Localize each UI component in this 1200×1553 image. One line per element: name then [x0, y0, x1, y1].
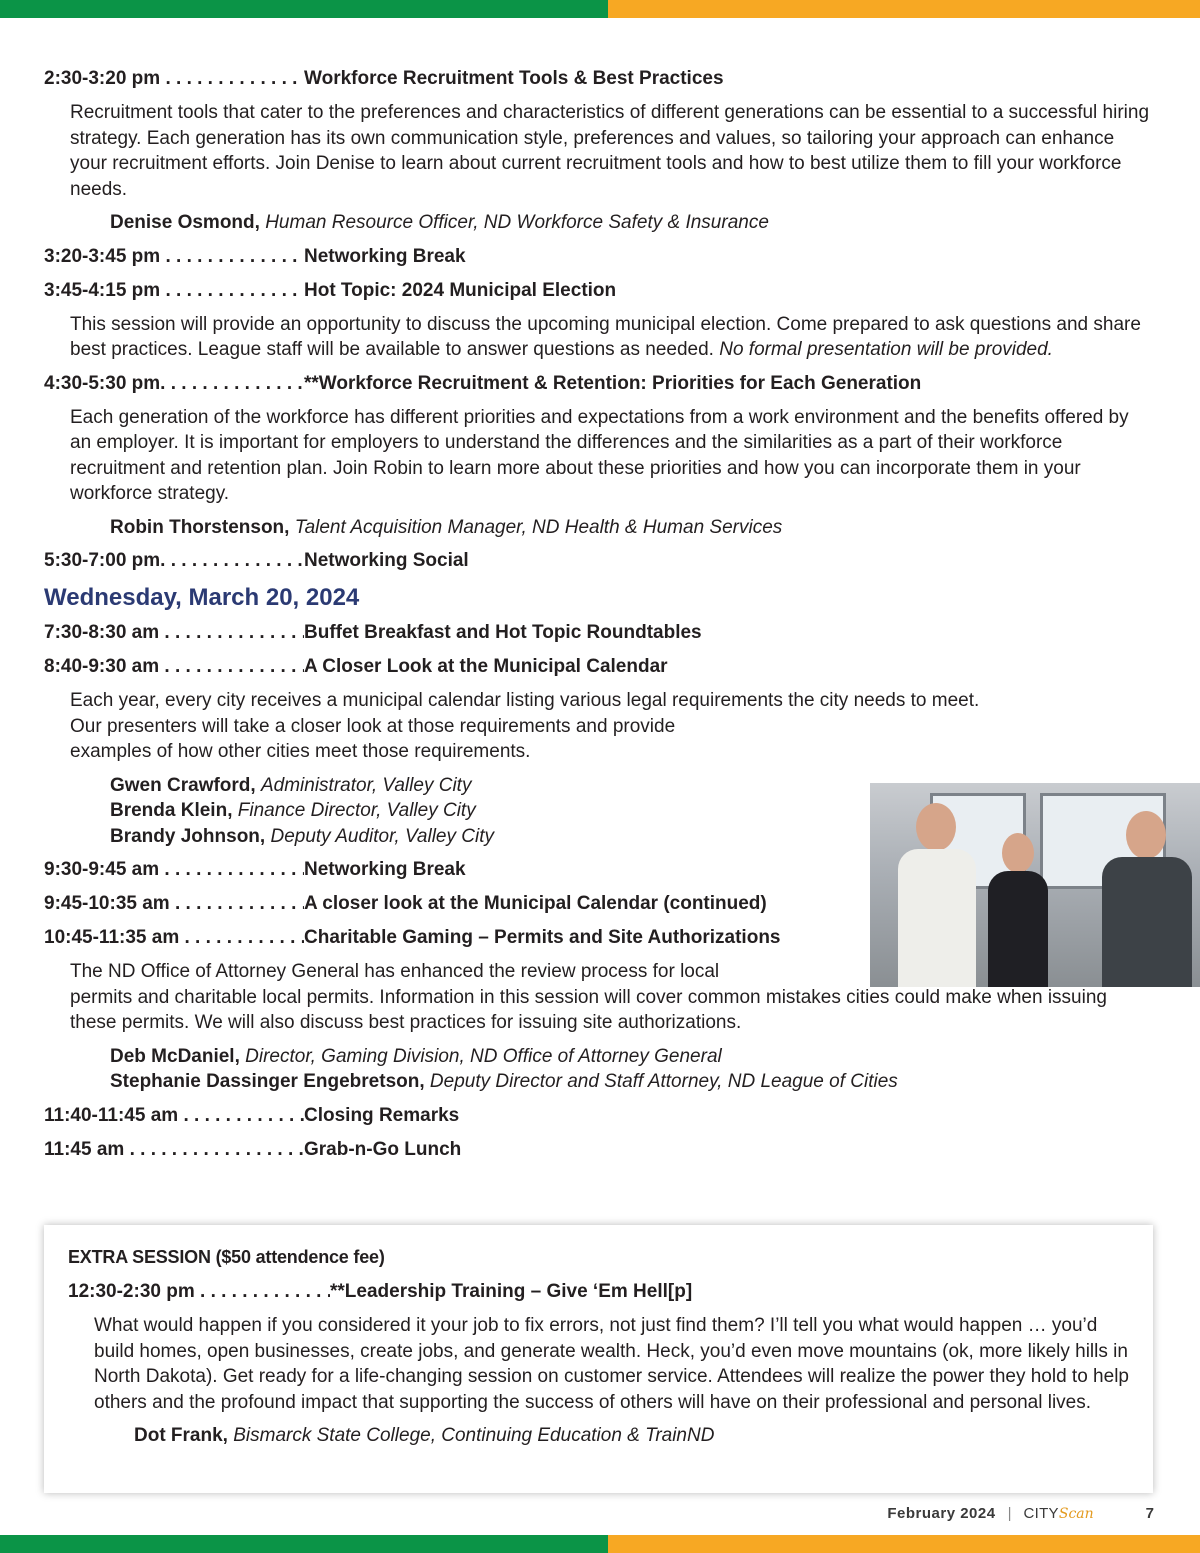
session-description: Each generation of the workforce has different priorities and expectations from a work environment and the benefits offered by an employer. It is important for employers to understand the differences and the similarities as a part of their workforce recruitment and retention plan. Join Robin to learn more about these priorities and how you can incorporate them in your workforce strategy. [70, 406, 1129, 504]
day-heading: Wednesday, March 20, 2024 [44, 584, 360, 611]
speaker-name: Denise Osmond, [110, 212, 260, 233]
agenda-row [44, 371, 1164, 397]
speaker-role: Deputy Director and Staff Attorney, ND League of Cities [429, 1071, 898, 1092]
session-time: 10:45-11:35 am . . . [44, 925, 304, 951]
session-description-line: Our presenters will take a closer look at those requirements and provide [70, 715, 676, 737]
session-description: Recruitment tools that cater to the preferences and characteristics of different generations can be essential to a successful hiring strategy. Each generation has its own communication style, preferences and values, so tailoring your approach can enhance your recruitment efforts. Join Denise to learn about current recruitment tools and how to best utilize them to fill your workforce needs. [70, 102, 1150, 200]
session-time: 4:30-5:30 pm. . . . [44, 371, 304, 397]
agenda-row [44, 548, 1164, 574]
session-title: Hot Topic: 2024 Municipal Election [304, 279, 617, 301]
session-title: Networking Social [304, 550, 469, 571]
session-time: 5:30-7:00 pm. . . . [44, 548, 304, 574]
session-description-text: This session will provide an opportunity to discuss the upcoming municipal election. Come prepared to ask questions and share best practices. League staff will be available to answer questions as needed. [70, 313, 1141, 360]
event-photo [870, 783, 1200, 987]
agenda-row [44, 66, 1164, 92]
person-figure [988, 833, 1048, 987]
session-description [70, 312, 1150, 363]
cityscan-logo: CITYScan [1023, 1505, 1094, 1522]
agenda-row [44, 1137, 1164, 1163]
session-title: Charitable Gaming – Permits and Site Authorizations [304, 927, 781, 948]
session-time: 11:40-11:45 am . . . [44, 1103, 304, 1129]
bottom-color-bar [0, 1535, 1200, 1553]
speaker-list [110, 210, 1164, 236]
session-time: 11:45 am . . . [44, 1137, 304, 1163]
speaker-name: Gwen Crawford, [110, 774, 256, 796]
agenda-row [44, 620, 1164, 646]
person-figure [898, 803, 978, 987]
agenda-row [44, 654, 1164, 680]
footer-date: February 2024 [887, 1505, 996, 1522]
session-time: 2:30-3:20 pm . . . [44, 66, 304, 92]
extra-session-heading: EXTRA SESSION ($50 attendence fee) [68, 1247, 385, 1267]
speaker-name: Dot Frank, [134, 1425, 228, 1446]
speaker-name: Brandy Johnson, [110, 825, 266, 847]
session-title: Closing Remarks [304, 1104, 460, 1126]
speaker-list [134, 1423, 1138, 1449]
session-title: Grab-n-Go Lunch [304, 1138, 462, 1160]
person-figure [1102, 811, 1192, 987]
page-footer [887, 1503, 1154, 1525]
agenda [44, 66, 1164, 1171]
session-title: **Workforce Recruitment & Retention: Priorities for Each Generation [304, 372, 922, 394]
session-time: 3:45-4:15 pm . . . [44, 278, 304, 304]
session-description: What would happen if you considered it your job to fix errors, not just find them? I’ll tell you what would happen … you’d build homes, open businesses, create jobs, and generate wealth. Heck, you’d even move mountains (ok, more likely hills in North Dakota). Get ready for a life-changing session on customer service. Attendees will realize the power they hold to help others and the profound impact that supporting the success of others will have on their professional and personal lives. [94, 1315, 1129, 1413]
session-title: A Closer Look at the Municipal Calendar [304, 656, 668, 677]
session-time: 9:30-9:45 am . . . [44, 857, 304, 883]
session-time: 7:30-8:30 am . . . [44, 620, 304, 646]
speaker-role: Talent Acquisition Manager, ND Health & Human Services [294, 516, 783, 538]
session-title: Workforce Recruitment Tools & Best Practices [304, 68, 724, 89]
extra-session-box [44, 1225, 1153, 1493]
agenda-row [68, 1279, 1138, 1305]
speaker-name: Robin Thorstenson, [110, 516, 290, 538]
session-description-line: The ND Office of Attorney General has enhanced the review process for local [70, 961, 720, 982]
speaker-role: Deputy Auditor, Valley City [270, 825, 494, 847]
session-time: 3:20-3:45 pm . . . [44, 244, 304, 270]
session-time: 12:30-2:30 pm . . . [68, 1279, 330, 1305]
session-description-line: Each year, every city receives a municipal calendar listing various legal requirements the city needs to meet. [70, 690, 980, 711]
top-color-bar [0, 0, 1200, 18]
speaker-role: Director, Gaming Division, ND Office of Attorney General [245, 1045, 722, 1067]
session-time: 8:40-9:30 am . . . [44, 654, 304, 680]
session-title: Buffet Breakfast and Hot Topic Roundtables [304, 622, 702, 643]
session-title: **Leadership Training – Give ‘Em Hell[p] [330, 1281, 693, 1302]
speaker-role: Bismarck State College, Continuing Education & TrainND [233, 1425, 715, 1446]
session-description [70, 688, 1150, 765]
session-title: Networking Break [304, 859, 466, 880]
speaker-role: Human Resource Officer, ND Workforce Safety & Insurance [265, 212, 769, 233]
speaker-role: Administrator, Valley City [260, 774, 472, 796]
session-time: 9:45-10:35 am . . . [44, 891, 304, 917]
footer-separator: | [1007, 1505, 1012, 1522]
session-title: A closer look at the Municipal Calendar (continued) [304, 893, 767, 914]
agenda-row [44, 244, 1164, 270]
speaker-name: Stephanie Dassinger Engebretson, [110, 1071, 425, 1092]
session-title: Networking Break [304, 245, 466, 267]
session-description-line: permits and charitable local permits. Information in this session will cover common mistakes cities could make when issuing these permits. We will also discuss best practices for issuing site authorizations. [70, 986, 1107, 1033]
session-description-note: No formal presentation will be provided. [719, 339, 1053, 360]
page-number: 7 [1145, 1505, 1154, 1522]
speaker-name: Deb McDaniel, [110, 1045, 240, 1067]
speaker-list [110, 515, 1164, 541]
speaker-role: Finance Director, Valley City [237, 800, 476, 821]
speaker-name: Brenda Klein, [110, 800, 233, 821]
agenda-row [44, 278, 1164, 304]
session-description-line: examples of how other cities meet those requirements. [70, 741, 531, 762]
speaker-list [110, 1044, 1164, 1095]
agenda-row [44, 1103, 1164, 1129]
